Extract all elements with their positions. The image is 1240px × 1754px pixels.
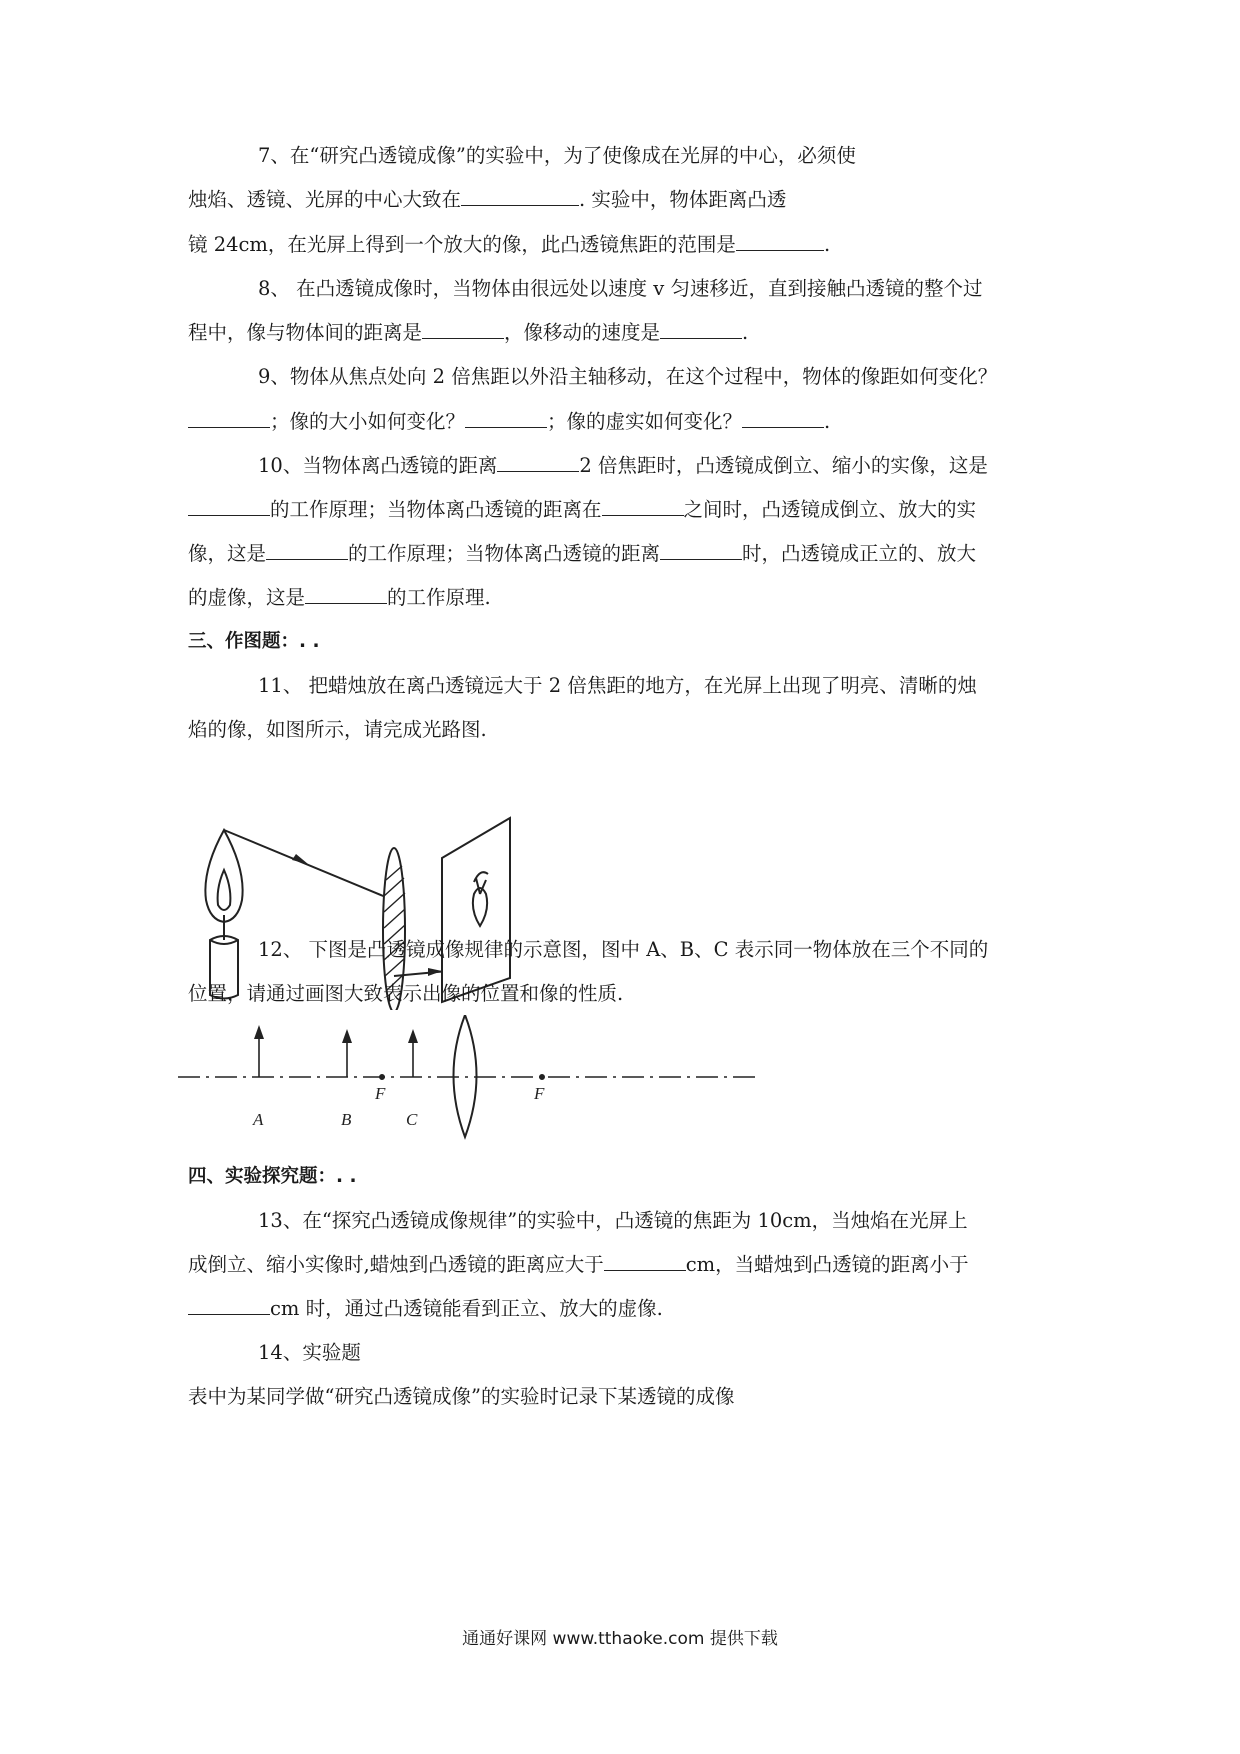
q13-line2-b: cm，当蜡烛到凸透镜的距离小于: [685, 1253, 969, 1276]
answer-blank: [497, 453, 579, 472]
page-footer: 通通好课网 www.tthaoke.com 提供下载: [462, 1629, 778, 1649]
answer-blank: [465, 409, 547, 428]
q10-line4: [188, 585, 491, 611]
section-heading-experiment: 四、实验探究题：. .: [188, 1166, 357, 1187]
q10-line1-b: 2 倍焦距时，凸透镜成倒立、缩小的实像，这是: [579, 454, 988, 477]
q8-line2-b: ，像移动的速度是: [504, 321, 661, 344]
q13-line1: 13、在“探究凸透镜成像规律”的实验中，凸透镜的焦距为 10cm，当烛焰在光屏上: [258, 1209, 968, 1232]
q11-line1: 11、 把蜡烛放在离凸透镜远大于 2 倍焦距的地方，在光屏上出现了明亮、清晰的烛: [258, 674, 977, 697]
q7-line1: 7、在“研究凸透镜成像”的实验中，为了使像成在光屏的中心，必须使: [258, 144, 856, 167]
q14-line2: 表中为某同学做“研究凸透镜成像”的实验时记录下某透镜的成像: [188, 1385, 735, 1408]
q10-line3-c: 时，凸透镜成正立的、放大: [742, 542, 977, 565]
label-a: A: [253, 1110, 264, 1129]
answer-blank: [602, 497, 684, 516]
q7-line3: [188, 232, 830, 258]
candle-lens-screen-figure: [180, 770, 600, 1010]
answer-blank: [660, 320, 742, 339]
answer-blank: [266, 541, 348, 560]
answer-blank: [188, 497, 270, 516]
q10-line2-b: 之间时，凸透镜成倒立、放大的实: [683, 498, 977, 521]
focal-label-left: F: [375, 1084, 386, 1103]
q8-line2-a: 程中，像与物体间的距离是: [188, 321, 423, 344]
q7-line3-a: 镜 24cm，在光屏上得到一个放大的像，此凸透镜焦距的范围是: [188, 233, 736, 256]
convex-lens-icon: [454, 1015, 477, 1137]
label-b: B: [341, 1110, 352, 1129]
q7-line3-b: .: [823, 233, 831, 256]
answer-blank: [461, 187, 579, 206]
q7-line2: [188, 187, 786, 213]
light-ray: [224, 830, 388, 898]
q10-line4-a: 的虚像，这是: [188, 586, 306, 609]
q10-line2: [188, 497, 976, 523]
answer-blank: [188, 409, 270, 428]
answer-blank: [604, 1252, 686, 1271]
answer-blank: [422, 320, 504, 339]
q8-line2-c: .: [742, 321, 749, 344]
label-c: C: [406, 1110, 418, 1129]
q10-line3-b: 的工作原理；当物体离凸透镜的距离: [348, 542, 661, 565]
q11-line2: 焰的像，如图所示，请完成光路图.: [188, 718, 487, 741]
q13-line3: [188, 1296, 663, 1322]
q10-line1-a: 10、当物体离凸透镜的距离: [258, 454, 498, 477]
q7-line2-b: . 实验中，物体距离凸透: [579, 188, 787, 211]
q12-line1: 12、 下图是凸透镜成像规律的示意图，图中 A、B、C 表示同一物体放在三个不同的: [258, 938, 989, 961]
q12-line2: 位置，请通过画图大致表示出像的位置和像的性质.: [188, 982, 624, 1005]
q9-line1: 9、物体从焦点处向 2 倍焦距以外沿主轴移动，在这个过程中，物体的像距如何变化？: [258, 365, 998, 388]
light-screen-icon: [442, 818, 510, 1002]
q9-line2-a: ；像的大小如何变化？: [270, 410, 466, 433]
answer-blank: [736, 232, 824, 251]
q10-line2-a: 的工作原理；当物体离凸透镜的距离在: [270, 498, 602, 521]
flame-icon: [205, 830, 242, 922]
q9-line2-c: .: [824, 410, 831, 433]
q10-line3-a: 像，这是: [188, 542, 267, 565]
q13-line2-a: 成倒立、缩小实像时,蜡烛到凸透镜的距离应大于: [188, 1253, 604, 1276]
answer-blank: [188, 1296, 270, 1315]
section-heading-drawing: 三、作图题：. .: [188, 631, 320, 652]
q10-line4-b: 的工作原理.: [387, 586, 491, 609]
q10-line1: [258, 453, 988, 479]
q8-line1: 8、 在凸透镜成像时，当物体由很远处以速度 v 匀速移近，直到接触凸透镜的整个过: [258, 277, 983, 300]
lens-axis-figure: [170, 1015, 770, 1145]
focal-label-right: F: [534, 1084, 545, 1103]
q9-line2-b: ；像的虚实如何变化？: [547, 410, 743, 433]
q7-line2-a: 烛焰、透镜、光屏的中心大致在: [188, 188, 462, 211]
q10-line3: [188, 541, 976, 567]
answer-blank: [742, 409, 824, 428]
answer-blank: [305, 585, 387, 604]
q8-line2: [188, 320, 748, 346]
answer-blank: [660, 541, 742, 560]
q14-line1: 14、实验题: [258, 1341, 361, 1364]
q13-line2: [188, 1252, 969, 1278]
q9-line2: [188, 409, 830, 435]
q13-line3-a: cm 时，通过凸透镜能看到正立、放大的虚像.: [270, 1297, 663, 1320]
